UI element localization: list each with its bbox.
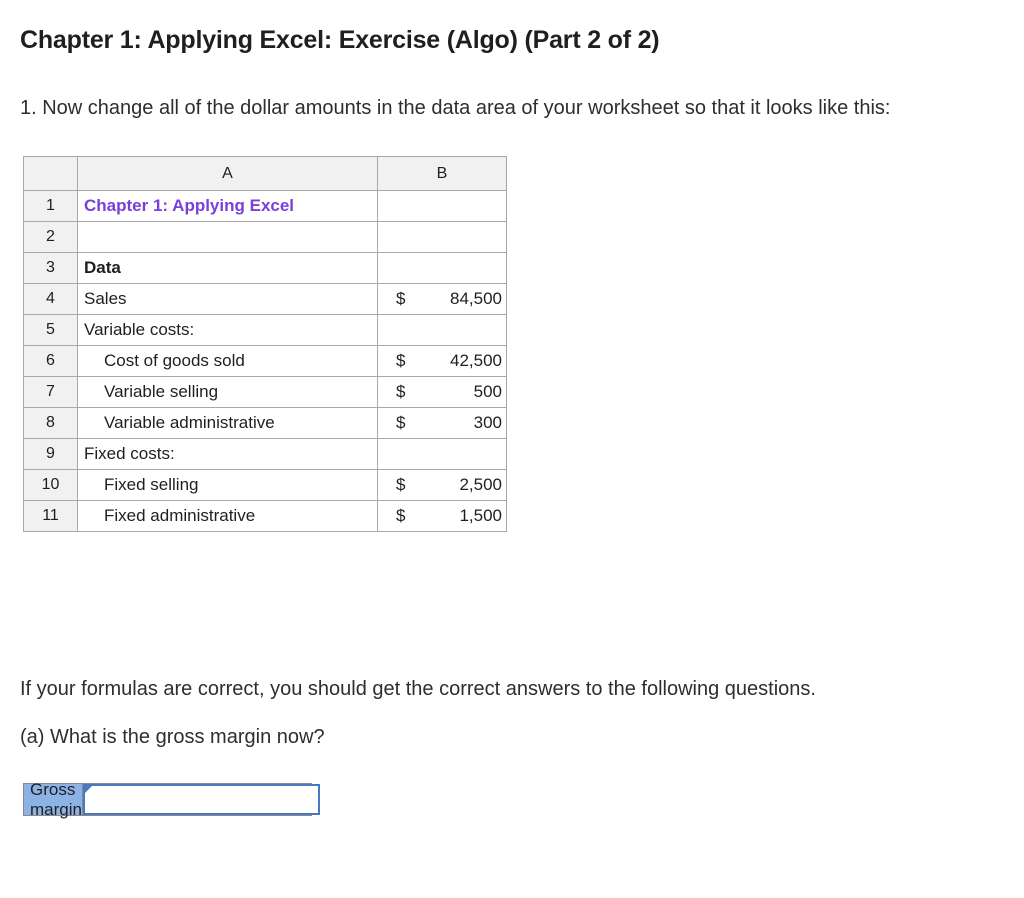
- row-number: 3: [24, 253, 78, 284]
- corner-cell: [24, 157, 78, 191]
- row-number: 11: [24, 501, 78, 532]
- row-number: 6: [24, 346, 78, 377]
- table-row: [24, 191, 507, 222]
- worksheet-table: [23, 156, 507, 532]
- column-header-b: B: [378, 157, 507, 191]
- column-header-a: A: [78, 157, 378, 191]
- cell-value: 500: [473, 382, 502, 401]
- cell-a2: [78, 222, 378, 253]
- cell-value: 1,500: [459, 506, 502, 525]
- question-a: (a) What is the gross margin now?: [20, 726, 325, 748]
- cell-a1: Chapter 1: Applying Excel: [78, 191, 378, 222]
- cell-a7: Variable selling: [78, 377, 378, 408]
- cell-a11: Fixed administrative: [78, 501, 378, 532]
- followup-text: If your formulas are correct, you should get the correct answers to the following questions.: [20, 678, 816, 700]
- cell-a9: Fixed costs:: [78, 439, 378, 470]
- table-row: [24, 439, 507, 470]
- cell-value: 84,500: [450, 289, 502, 308]
- cell-value: 300: [473, 413, 502, 432]
- currency-symbol: $: [396, 506, 406, 525]
- table-row: [24, 315, 507, 346]
- table-row: [24, 284, 507, 315]
- page-title: Chapter 1: Applying Excel: Exercise (Algo) (Part 2 of 2): [20, 26, 660, 54]
- currency-symbol: $: [396, 351, 406, 370]
- cell-a4: Sales: [78, 284, 378, 315]
- currency-symbol: $: [396, 289, 406, 308]
- row-number: 2: [24, 222, 78, 253]
- currency-symbol: $: [396, 475, 406, 494]
- gross-margin-input[interactable]: [83, 784, 320, 815]
- row-number: 5: [24, 315, 78, 346]
- gross-margin-input-wrap: [83, 784, 320, 815]
- row-number: 1: [24, 191, 78, 222]
- cell-b10: [378, 470, 507, 501]
- table-row: [24, 408, 507, 439]
- cell-a6: Cost of goods sold: [78, 346, 378, 377]
- instruction-text: 1. Now change all of the dollar amounts in the data area of your worksheet so that it looks like this:: [20, 97, 891, 119]
- cell-b11: [378, 501, 507, 532]
- cell-value: 42,500: [450, 351, 502, 370]
- column-header-row: [24, 157, 507, 191]
- table-row: [24, 222, 507, 253]
- cell-b2: [378, 222, 507, 253]
- cell-a10: Fixed selling: [78, 470, 378, 501]
- cell-a5: Variable costs:: [78, 315, 378, 346]
- cell-b6: [378, 346, 507, 377]
- cell-b9: [378, 439, 507, 470]
- table-row: [24, 470, 507, 501]
- cell-b5: [378, 315, 507, 346]
- table-row: [24, 501, 507, 532]
- row-number: 10: [24, 470, 78, 501]
- table-row: [24, 377, 507, 408]
- cell-b8: [378, 408, 507, 439]
- currency-symbol: $: [396, 382, 406, 401]
- gross-margin-answer-row: [23, 779, 312, 819]
- currency-symbol: $: [396, 413, 406, 432]
- table-row: [24, 346, 507, 377]
- row-number: 8: [24, 408, 78, 439]
- cell-b4: [378, 284, 507, 315]
- table-row: [24, 253, 507, 284]
- row-number: 9: [24, 439, 78, 470]
- cell-value: 2,500: [459, 475, 502, 494]
- cell-b3: [378, 253, 507, 284]
- gross-margin-label: Gross margin: [24, 784, 83, 815]
- cell-b7: [378, 377, 507, 408]
- cell-a3: Data: [78, 253, 378, 284]
- row-number: 4: [24, 284, 78, 315]
- cell-b1: [378, 191, 507, 222]
- row-number: 7: [24, 377, 78, 408]
- cell-a8: Variable administrative: [78, 408, 378, 439]
